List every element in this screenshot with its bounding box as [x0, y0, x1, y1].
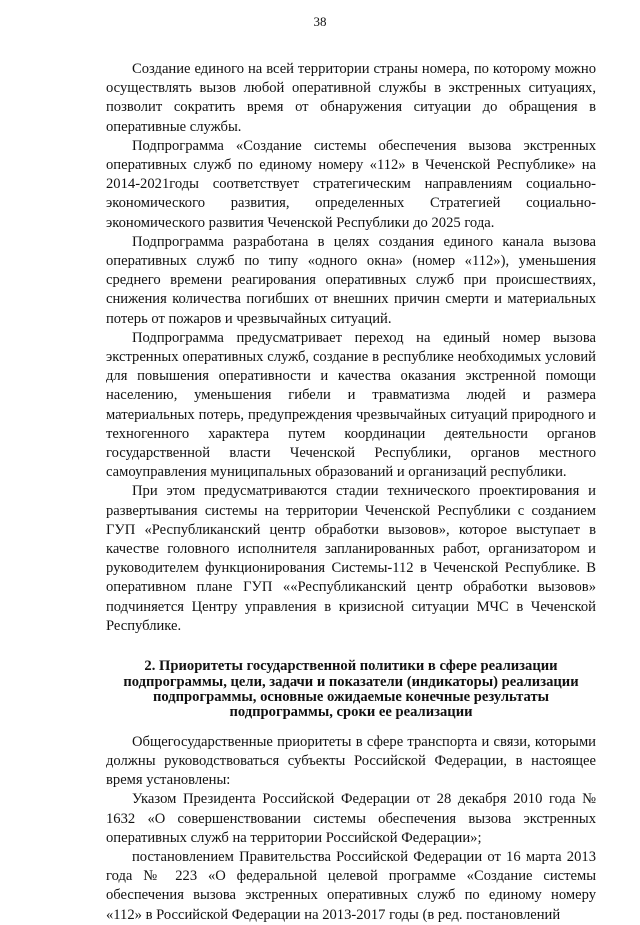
paragraph: Подпрограмма «Создание системы обеспечения вызова экстренных оперативных служб по единому номеру «112» в Чеченской Республике» на 2014-2021годы соответствует стратегическим направлениям социально-экономического развития, определенных Стратегией социально-экономического развития Чеченской Республики до 2025 года. [106, 137, 596, 231]
paragraph: Общегосударственные приоритеты в сфере транспорта и связи, которыми должны руководствоваться субъекты Российской Федерации, в настоящее время установлены: [106, 733, 596, 789]
paragraph: Подпрограмма предусматривает переход на единый номер вызова экстренных оперативных служб, создание в республике необходимых условий для повышения оперативности и качества оказания экстренной помощи населению, уменьшения гибели и травматизма людей и размера материальных потерь, предупреждения чрезвычайных ситуаций природного и техногенного характера путем координации деятельности органов государственной власти Чеченской Республики, органов местного самоуправления муниципальных образований и организаций республики. [106, 329, 596, 481]
paragraph: постановлением Правительства Российской Федерации от 16 марта 2013 года № 223 «О федеральной целевой программе «Создание системы обеспечения вызова экстренных оперативных служб по единому номеру «112» в Российской Федерации на 2013-2017 годы (в ред. постановлений [106, 848, 596, 923]
page-number: 38 [313, 14, 327, 29]
document-body [106, 60, 596, 925]
section-heading: 2. Приоритеты государственной политики в сфере реализации подпрограммы, цели, задачи и показатели (индикаторы) реализации подпрограммы, основные ожидаемые конечные результаты подпрограммы, сроки ее реализации [123, 658, 579, 721]
paragraph: При этом предусматриваются стадии технического проектирования и развертывания системы на территории Чеченской Республики с созданием ГУП «Республиканский центр обработки вызовов», которое выступает в качестве головного исполнителя запланированных работ, организатором и руководителем функционирования Системы-112 в Чеченской Республике. В оперативном плане ГУП ««Республиканский центр обработки вызовов» подчиняется Центру управления в кризисной ситуации МЧС в Чеченской Республике. [106, 483, 596, 634]
paragraph: Создание единого на всей территории страны номера, по которому можно осуществлять вызов любой оперативной службы в экстренных ситуациях, позволит сократить время от обнаружения ситуации до обращения в оперативные службы. [106, 61, 596, 135]
paragraph: Подпрограмма разработана в целях создания единого канала вызова оперативных служб по типу «одного окна» (номер «112»), уменьшения среднего времени реагирования оперативных служб при происшествиях, снижения количества погибших от внешних причин смерти и материальных потерь от пожаров и чрезвычайных ситуаций. [106, 233, 596, 327]
paragraph: Указом Президента Российской Федерации от 28 декабря 2010 года № 1632 «О совершенствовании системы обеспечения вызова экстренных оперативных служб на территории Российской Федерации»; [106, 791, 596, 846]
